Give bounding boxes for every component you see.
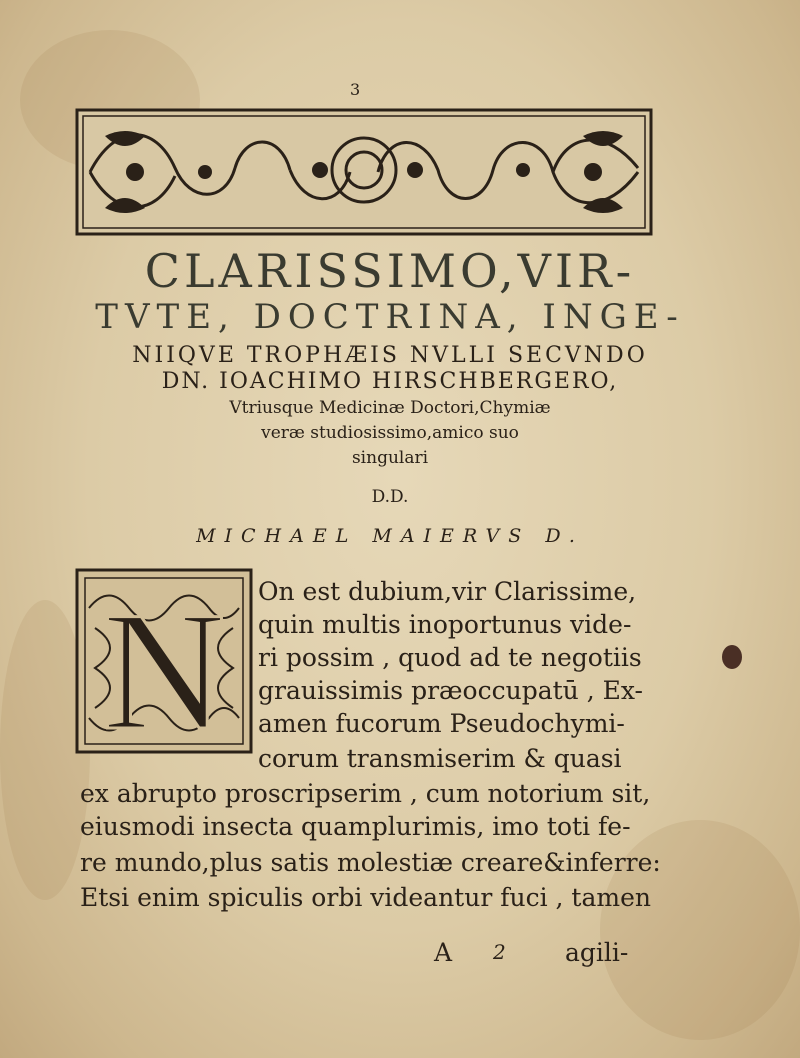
body-line: ri possim , quod ad te negotiis bbox=[258, 643, 642, 672]
dedication-line: Vtriusque Medicinæ Doctori,Chymiæ bbox=[229, 398, 551, 418]
page-number: 3 bbox=[350, 80, 361, 99]
body-line: ex abrupto proscripserim , cum notorium sit, bbox=[80, 779, 651, 808]
body-line: amen fucorum Pseudochymi- bbox=[258, 709, 625, 738]
dedicatee-name: DN. IOACHIMO HIRSCHBERGERO, bbox=[161, 369, 619, 394]
body-line: re mundo,plus satis molestiæ creare&inferre: bbox=[80, 848, 661, 877]
ink-blot bbox=[722, 645, 742, 669]
author-name: MICHAEL MAIERVS D. bbox=[196, 525, 584, 547]
decorated-initial-n bbox=[75, 568, 253, 754]
dedication-dd: D.D. bbox=[371, 487, 409, 507]
signature-number: 2 bbox=[493, 940, 506, 964]
initial-letter-glyph: N bbox=[102, 577, 226, 754]
dedication-line: CLARISSIMO,VIR- bbox=[144, 244, 636, 298]
body-line: On est dubium,vir Clarissime, bbox=[258, 577, 637, 606]
body-line: Etsi enim spiculis orbi videantur fuci , tamen bbox=[80, 883, 651, 912]
dedication-line: veræ studiosissimo,amico suo bbox=[261, 423, 519, 443]
body-line: grauissimis præoccupatū , Ex- bbox=[258, 676, 643, 705]
catchword: agili- bbox=[565, 938, 629, 967]
body-line: quin multis inoportunus vide- bbox=[258, 610, 632, 639]
signature-mark: A bbox=[434, 938, 453, 967]
body-line: corum transmiserim & quasi bbox=[258, 744, 622, 773]
ornamental-headpiece bbox=[75, 108, 653, 236]
dedication-line: NIIQVE TROPHÆIS NVLLI SECVNDO bbox=[132, 343, 648, 368]
dedication-line: TVTE, DOCTRINA, INGE- bbox=[95, 297, 685, 337]
body-line: eiusmodi insecta quamplurimis, imo toti fe- bbox=[80, 812, 631, 841]
dedication-line: singulari bbox=[351, 448, 429, 468]
